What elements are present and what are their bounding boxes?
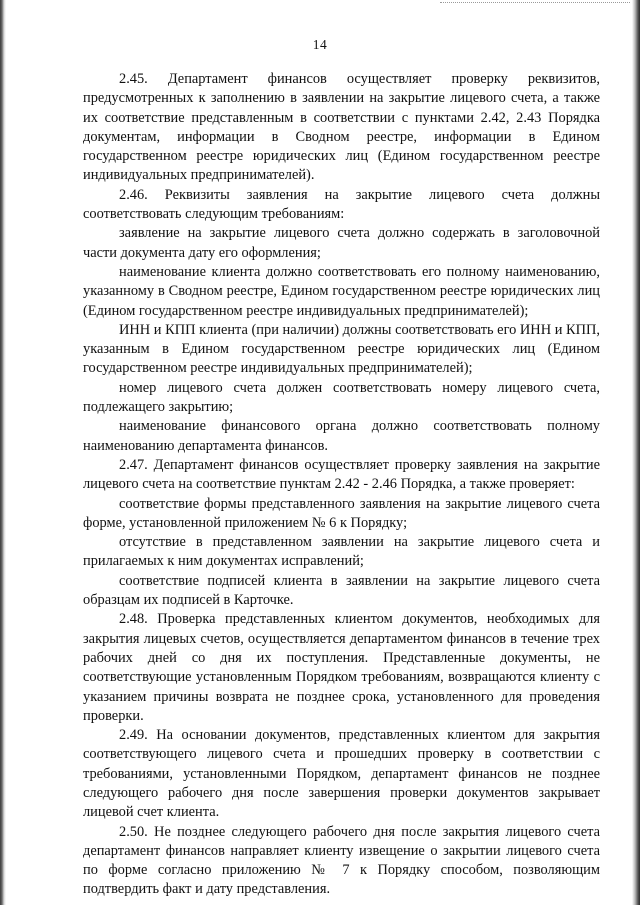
- requirement-client-name: наименование клиента должно соответствовать его полному наименованию, указанному в Сводном реестре, Едином государственном реестре юридических лиц (Едином государственном реестре индивидуальных предпринимателей);: [83, 263, 600, 319]
- check-signatures: соответствие подписей клиента в заявлении на закрытие лицевого счета образцам их подписей в Карточке.: [83, 572, 600, 609]
- scan-border-right: [632, 0, 640, 905]
- paragraph-2-46: 2.46. Реквизиты заявления на закрытие лицевого счета должны соответствовать следующим требованиям:: [83, 186, 600, 223]
- page-number: 14: [312, 37, 328, 52]
- requirement-date: заявление на закрытие лицевого счета должно содержать в заголовочной части документа дату его оформления;: [83, 225, 600, 261]
- requirement-financial-body: наименование финансового органа должно соответствовать полному наименованию департамента финансов.: [83, 418, 600, 454]
- scan-border-top: [440, 2, 630, 5]
- document-body: [83, 70, 600, 900]
- check-form: соответствие формы представленного заявления на закрытие лицевого счета форме, установленной приложением № 6 к Порядку;: [83, 495, 600, 531]
- scan-border-left: [0, 0, 6, 905]
- paragraph-2-49: 2.49. На основании документов, представленных клиентом для закрытия соответствующего лицевого счета и прошедших проверку в соответствии с требованиями, установленными Порядком, департамент финансов не позднее следующего рабочего дня после завершения проверки документов закрывает лицевой счет клиента.: [83, 727, 600, 821]
- requirement-inn-kpp: ИНН и КПП клиента (при наличии) должны соответствовать его ИНН и КПП, указанным в Едином государственном реестре юридических лиц (Едином государственном реестре индивидуальных предпринимателей);: [83, 321, 600, 377]
- paragraph-2-50: 2.50. Не позднее следующего рабочего дня после закрытия лицевого счета департамент финансов направляет клиенту извещение о закрытии лицевого счета по форме согласно приложению № 7 к Порядку способом, позволяющим подтвердить факт и дату представления.: [83, 823, 600, 898]
- requirement-account-number: номер лицевого счета должен соответствовать номеру лицевого счета, подлежащего закрытию;: [83, 379, 600, 416]
- check-no-corrections: отсутствие в представленном заявлении на закрытие лицевого счета и прилагаемых к ним документах исправлений;: [83, 534, 600, 570]
- paragraph-2-47: 2.47. Департамент финансов осуществляет проверку заявления на закрытие лицевого счета на соответствие пунктам 2.42 - 2.46 Порядка, а также проверяет:: [83, 456, 600, 493]
- paragraph-2-48: 2.48. Проверка представленных клиентом документов, необходимых для закрытия лицевых счетов, осуществляется департаментом финансов в течение трех рабочих дней со дня их поступления. Представленные документы, не соответствующие установленным Порядком требованиям, возвращаются клиенту с указанием причины возврата не позднее срока, установленного для проведения проверки.: [83, 611, 600, 724]
- paragraph-2-45: 2.45. Департамент финансов осуществляет проверку реквизитов, предусмотренных к заполнению в заявлении на закрытие лицевого счета, а также их соответствие представленным в соответствии с пунктами 2.42, 2.43 Порядка документам, информации в Сводном реестре, информации в Едином государственном реестре юридических лиц (Едином государственном реестре индивидуальных предпринимателей).: [83, 71, 600, 184]
